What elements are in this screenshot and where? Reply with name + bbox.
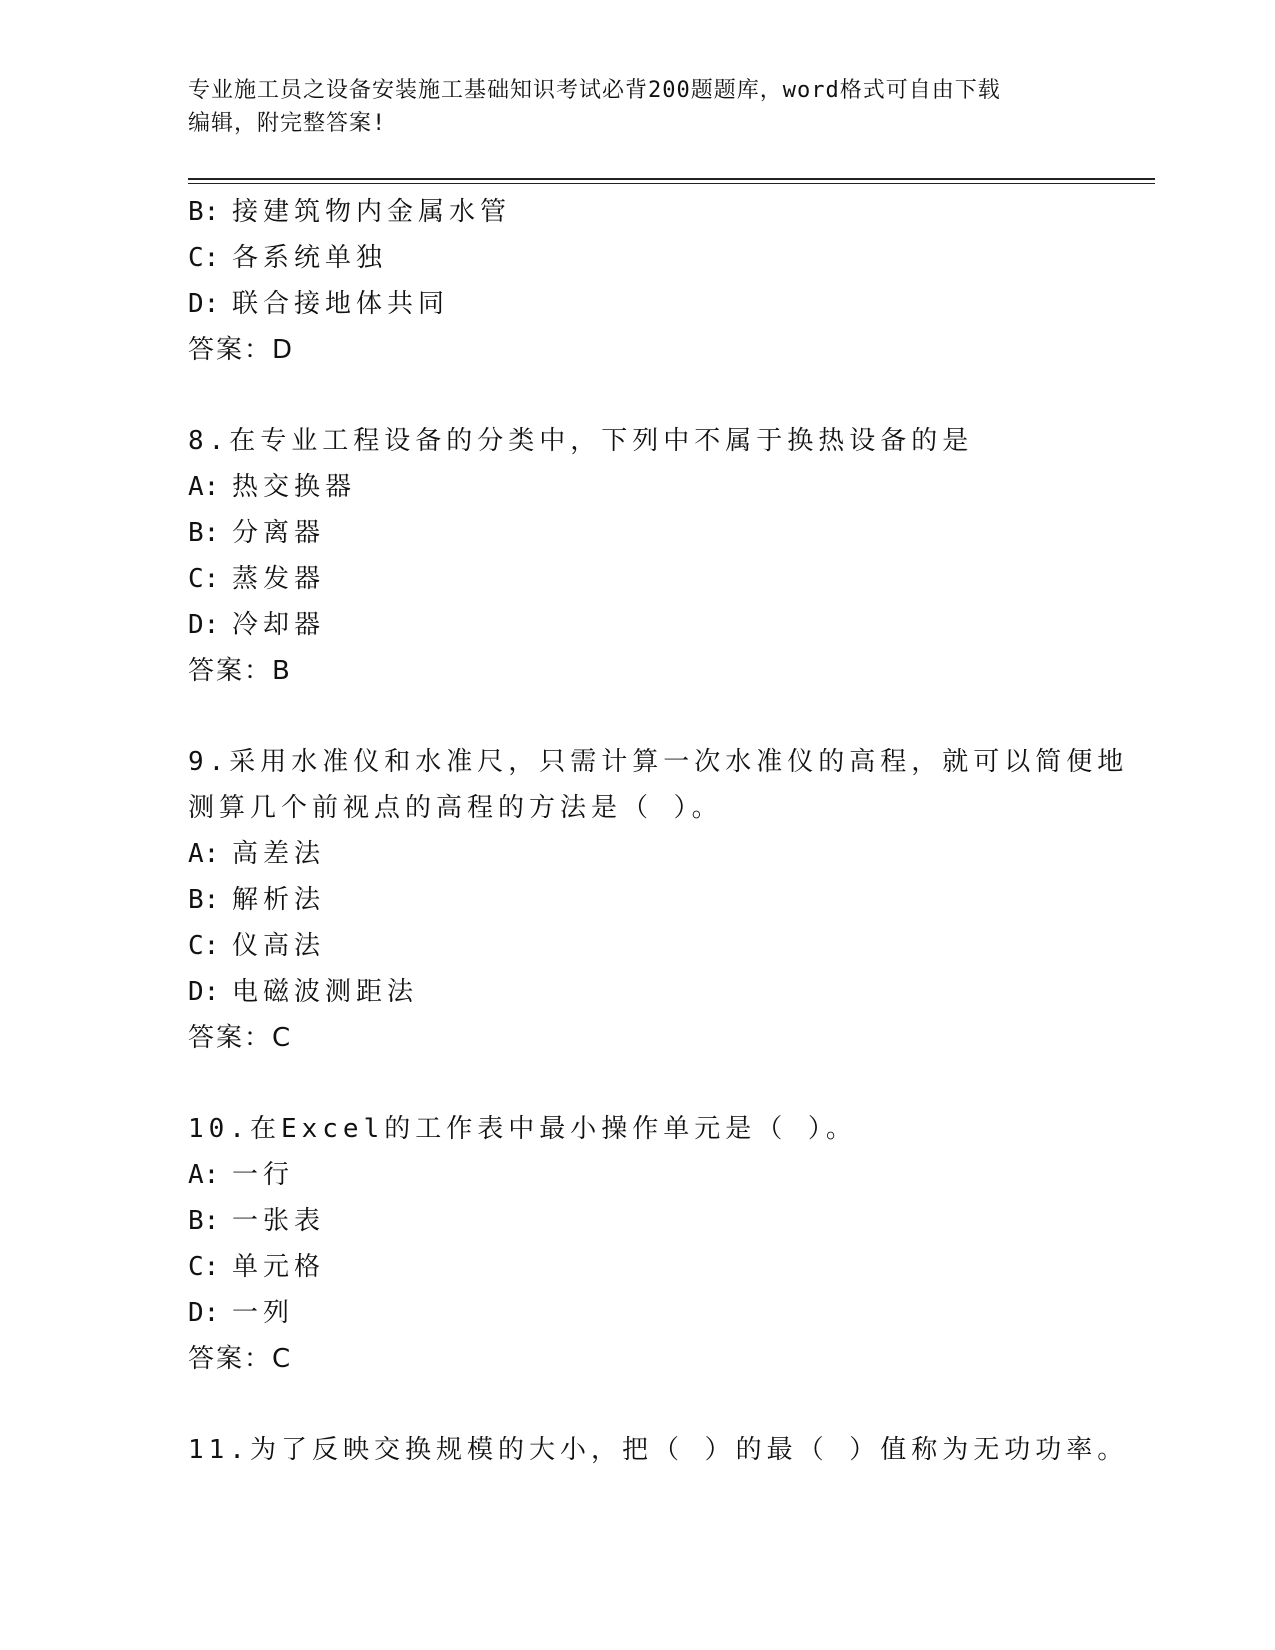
- option-line: [188, 1198, 1088, 1244]
- option-line: [188, 189, 1088, 235]
- question-stem: 8.在专业工程设备的分类中，下列中不属于换热设备的是: [188, 426, 974, 456]
- option-text: 冷却器: [232, 610, 326, 640]
- option-line: [188, 235, 1088, 281]
- option-line: [188, 831, 1088, 877]
- option-text: 一行: [232, 1160, 295, 1190]
- option-text: 一张表: [232, 1206, 326, 1236]
- option-letter: B:: [188, 1206, 220, 1236]
- option-text: 高差法: [232, 839, 326, 869]
- question-7-continued: [188, 189, 1088, 373]
- option-letter: D:: [188, 610, 220, 640]
- option-letter: C:: [188, 931, 220, 961]
- header-title-line-2: 编辑，附完整答案!: [188, 111, 387, 136]
- question-stem: 9.采用水准仪和水准尺，只需计算一次水准仪的高程，就可以简便地: [188, 747, 1129, 777]
- option-letter: D:: [188, 1298, 220, 1328]
- option-text: 一列: [232, 1298, 295, 1328]
- option-line: [188, 602, 1088, 648]
- option-line: [188, 1152, 1088, 1198]
- option-text: 分离器: [232, 518, 326, 548]
- option-line: [188, 281, 1088, 327]
- option-letter: B:: [188, 885, 220, 915]
- question-stem-continued: 测算几个前视点的高程的方法是（ ）。: [188, 793, 723, 823]
- answer-line: 答案：C: [188, 1344, 293, 1374]
- option-text: 单元格: [232, 1252, 326, 1282]
- option-text: 热交换器: [232, 472, 357, 502]
- option-line: [188, 464, 1088, 510]
- option-text: 联合接地体共同: [232, 289, 450, 319]
- question-9: [188, 739, 1129, 1061]
- option-text: 接建筑物内金属水管: [232, 197, 512, 227]
- option-line: [188, 1244, 1088, 1290]
- header-title-line-1: 专业施工员之设备安装施工基础知识考试必背200题题库，word格式可自由下载: [188, 78, 1001, 103]
- document-header: [188, 74, 1088, 140]
- option-letter: B:: [188, 518, 220, 548]
- option-letter: D:: [188, 977, 220, 1007]
- option-line: [188, 1290, 1088, 1336]
- option-letter: A:: [188, 472, 220, 502]
- option-letter: C:: [188, 564, 220, 594]
- question-stem: 10.在Excel的工作表中最小操作单元是（ ）。: [188, 1114, 857, 1144]
- question-8: [188, 418, 1088, 694]
- option-letter: A:: [188, 1160, 220, 1190]
- option-text: 各系统单独: [232, 243, 388, 273]
- option-line: [188, 556, 1088, 602]
- option-line: [188, 510, 1088, 556]
- option-letter: B:: [188, 197, 220, 227]
- option-text: 蒸发器: [232, 564, 326, 594]
- option-line: [188, 923, 1088, 969]
- option-letter: D:: [188, 289, 220, 319]
- question-stem: 11.为了反映交换规模的大小，把（ ）的最（ ）值称为无功功率。: [188, 1435, 1129, 1465]
- option-letter: C:: [188, 243, 220, 273]
- option-text: 仪高法: [232, 931, 326, 961]
- option-letter: A:: [188, 839, 220, 869]
- header-divider-thin: [188, 183, 1155, 184]
- option-letter: C:: [188, 1252, 220, 1282]
- answer-line: 答案：C: [188, 1023, 293, 1053]
- question-10: [188, 1106, 1088, 1382]
- option-line: [188, 877, 1088, 923]
- question-11: [188, 1427, 1129, 1473]
- answer-line: 答案：D: [188, 335, 295, 365]
- answer-line: 答案：B: [188, 656, 292, 686]
- option-text: 解析法: [232, 885, 326, 915]
- option-line: [188, 969, 1088, 1015]
- question-list: [188, 189, 1129, 1473]
- option-text: 电磁波测距法: [232, 977, 419, 1007]
- header-divider-thick: [188, 178, 1155, 180]
